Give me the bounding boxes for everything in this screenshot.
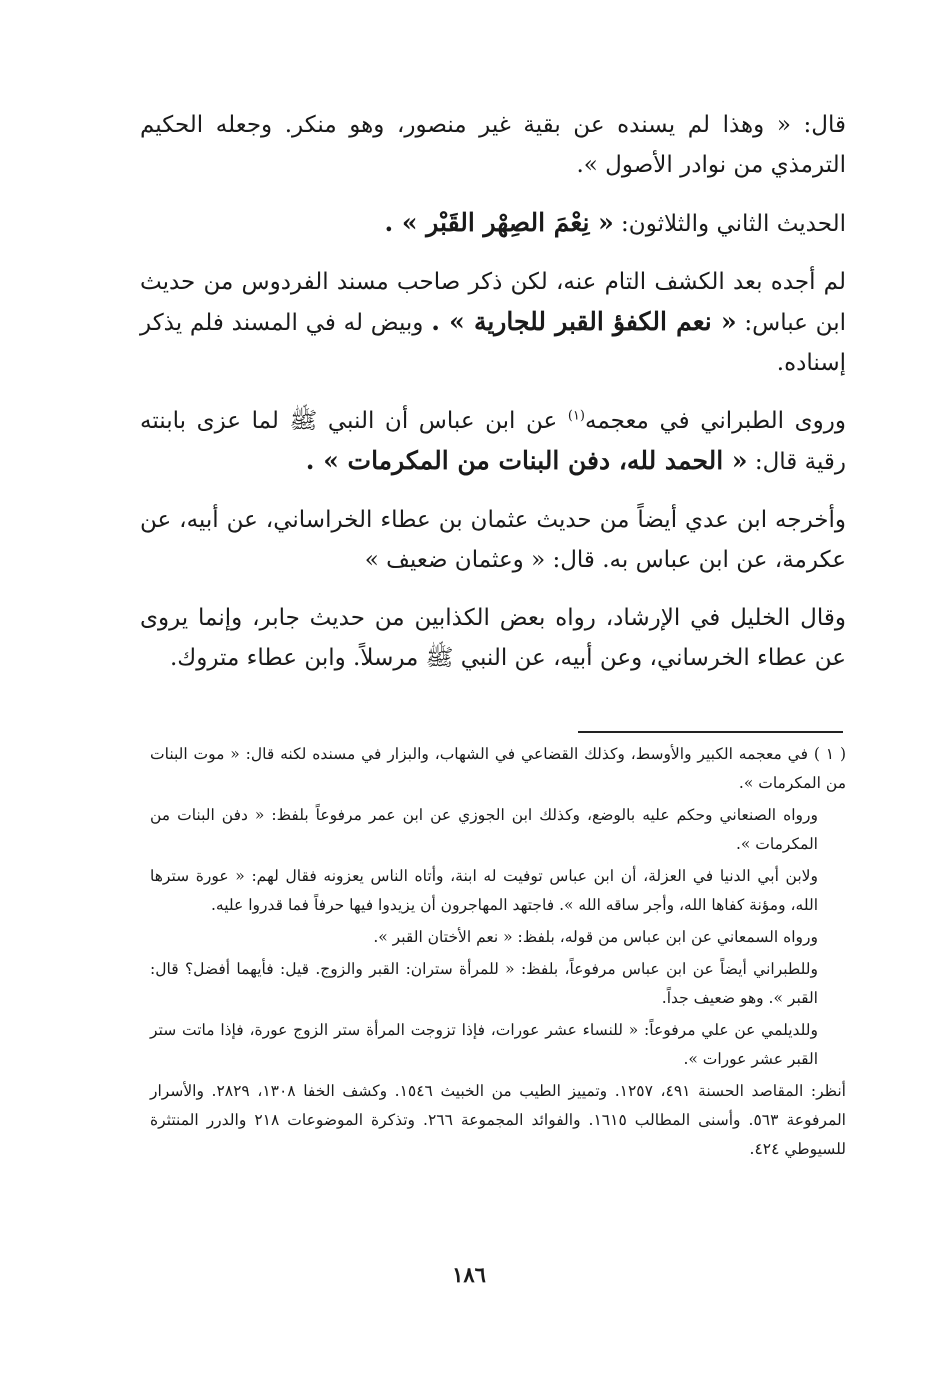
- footnote-item: أنظر: المقاصد الحسنة ٤٩١، ١٢٥٧. وتمييز الطيب من الخبيث ١٥٤٦. وكشف الخفا ١٣٠٨، ٢٨٢٩. والأسرار المرفوعة ٥٦٣. وأسنى المطالب ١٦١٥. والفوائد المجموعة ٢٦٦. وتذكرة الموضوعات ٢١٨ والدرر المنتثرة للسيوطي ٤٢٤.: [150, 1082, 846, 1158]
- footnote-item: وللديلمي عن علي مرفوعاً: « للنساء عشر عورات، فإذا تزوجت المرأة ستر الزوج عورة، فإذا ماتت ستر القبر عشر عورات ».: [150, 1021, 818, 1068]
- hadith-quote-bold: « الحمد لله، دفن البنات من المكرمات » .: [305, 446, 748, 475]
- paragraph-1: قال: « وهذا لم يسنده عن بقية غير منصور، وهو منكر. وجعله الحكيم الترمذي من نوادر الأصول ».: [140, 112, 846, 178]
- hadith-text: « نِعْمَ الصِهْر القَبْر » .: [384, 208, 614, 237]
- paragraph-3-start: لم أجده بعد الكشف التام عنه، لكن ذكر صاحب مسند الفردوس من حديث ابن عباس:: [140, 269, 846, 336]
- paragraph-2: [140, 203, 846, 244]
- hadith-quote-bold: « نعم الكفؤ القبر للجارية » .: [431, 307, 737, 336]
- footnote-item: ( ١ ) في معجمه الكبير والأوسط، وكذلك القضاعي في الشهاب، والبزار في مسنده لكنه قال: « موت البنات من المكرمات ».: [150, 745, 846, 792]
- footnote-item: ورواه الصنعاني وحكم عليه بالوضع، وكذلك ابن الجوزي عن ابن عمر مرفوعاً بلفظ: « دفن البنات من المكرمات ».: [150, 806, 818, 853]
- main-text: [140, 105, 846, 696]
- paragraph-3: [140, 262, 846, 383]
- page-number: ١٨٦: [452, 1262, 486, 1287]
- paragraph-6: وقال الخليل في الإرشاد، رواه بعض الكذابين من حديث جابر، وإنما يروى عن عطاء الخرساني، وعن أبيه، عن النبي ﷺ مرسلاً. وابن عطاء متروك.: [140, 605, 846, 671]
- footnote-item: وللطبراني أيضاً عن ابن عباس مرفوعاً، بلفظ: « للمرأة ستران: القبر والزوج. قيل: فأيهما أفضل؟ قال: القبر ». وهو ضعيف جداً.: [150, 960, 818, 1007]
- footnote-ref[interactable]: (١): [567, 408, 585, 424]
- footnote-item: ولابن أبي الدنيا في العزلة، أن ابن عباس توفيت له ابنة، وأتاه الناس يعزونه فقال لهم: « عورة سترها الله، ومؤنة كفاها الله، وأجر ساقه الله ». فاجتهد المهاجرون أن يزيدوا فيها حرفاً فما قدروا عليه.: [150, 867, 818, 914]
- footnotes: [150, 740, 846, 1167]
- paragraph-3-end: وبيض له في المسند فلم يذكر إسناده.: [140, 310, 846, 376]
- footnote-divider: [578, 731, 843, 733]
- hadith-heading: الحديث الثاني والثلاثون:: [613, 211, 846, 237]
- paragraph-5: وأخرجه ابن عدي أيضاً من حديث عثمان بن عطاء الخراساني، عن أبيه، عن عكرمة، عن ابن عباس به. قال: « وعثمان ضعيف »: [140, 507, 846, 573]
- footnote-item: ورواه السمعاني عن ابن عباس من قوله، بلفظ: « نعم الأختان القبر ».: [373, 928, 818, 946]
- paragraph-4-start: وروى الطبراني في معجمه: [584, 408, 846, 434]
- paragraph-4-mid: عن ابن عباس أن النبي ﷺ لما عزى بابنته رقية قال:: [140, 408, 846, 475]
- paragraph-4: [140, 401, 846, 482]
